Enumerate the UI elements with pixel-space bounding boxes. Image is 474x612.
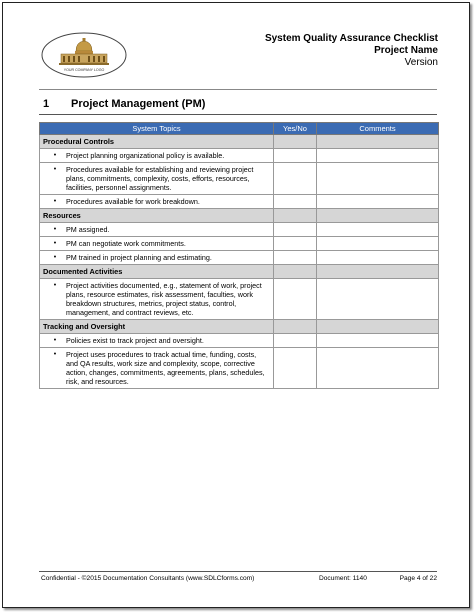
yes-no-cell[interactable] (274, 279, 317, 320)
category-blank (317, 320, 439, 334)
section-divider (39, 114, 437, 115)
footer-document-number: Document: 1140 (319, 575, 367, 582)
footer-divider (39, 571, 437, 572)
header-divider (39, 89, 437, 90)
category-row (40, 265, 439, 279)
document-page (2, 2, 470, 608)
comments-cell[interactable] (317, 237, 439, 251)
table-row (40, 251, 439, 265)
section-title: Project Management (PM) (71, 98, 206, 110)
yes-no-cell[interactable] (274, 163, 317, 195)
table-row (40, 149, 439, 163)
table-row (40, 237, 439, 251)
category-row (40, 135, 439, 149)
bullet-icon: • (53, 166, 57, 173)
bullet-icon: • (53, 254, 57, 261)
category-blank (317, 265, 439, 279)
bullet-icon: • (53, 226, 57, 233)
yes-no-cell[interactable] (274, 348, 317, 389)
topic-text: Policies exist to track project and oversight. (66, 336, 204, 345)
category-blank (317, 135, 439, 149)
project-name: Project Name (374, 45, 438, 56)
yes-no-cell[interactable] (274, 237, 317, 251)
yes-no-cell[interactable] (274, 334, 317, 348)
category-blank (274, 320, 317, 334)
topic-cell (40, 334, 274, 348)
topic-cell (40, 348, 274, 389)
section-number: 1 (43, 98, 50, 110)
bullet-icon: • (53, 152, 57, 159)
yes-no-cell[interactable] (274, 251, 317, 265)
bullet-icon: • (53, 198, 57, 205)
category-row (40, 209, 439, 223)
comments-cell[interactable] (317, 279, 439, 320)
topic-text: Project planning organizational policy is available. (66, 151, 225, 160)
category-row (40, 320, 439, 334)
topic-cell (40, 223, 274, 237)
bullet-icon: • (53, 282, 57, 289)
comments-cell[interactable] (317, 163, 439, 195)
table-row (40, 348, 439, 389)
category-blank (274, 209, 317, 223)
topic-text: Project uses procedures to track actual time, funding, costs, and QA results, work size and complexity, scope, corrective action, changes, commitments, agreements, plans, schedules, risk, and resources. (66, 350, 265, 386)
comments-cell[interactable] (317, 149, 439, 163)
column-header-yes-no: Yes/No (274, 123, 317, 135)
category-resources: Resources (40, 209, 274, 223)
category-blank (274, 135, 317, 149)
category-documented-activities: Documented Activities (40, 265, 274, 279)
table-header-row (40, 123, 439, 135)
comments-cell[interactable] (317, 251, 439, 265)
comments-cell[interactable] (317, 334, 439, 348)
topic-cell (40, 163, 274, 195)
document-title: System Quality Assurance Checklist (264, 33, 438, 44)
category-tracking-oversight: Tracking and Oversight (40, 320, 274, 334)
table-row (40, 334, 439, 348)
topic-cell (40, 279, 274, 320)
capitol-building-icon (41, 32, 127, 78)
column-header-comments: Comments (317, 123, 439, 135)
comments-cell[interactable] (317, 195, 439, 209)
table-row (40, 163, 439, 195)
column-header-topics: System Topics (40, 123, 274, 135)
topic-cell (40, 251, 274, 265)
table-row (40, 279, 439, 320)
topic-text: PM trained in project planning and estimating. (66, 253, 212, 262)
yes-no-cell[interactable] (274, 223, 317, 237)
topic-text: PM assigned. (66, 225, 110, 234)
version-label: Version (404, 57, 438, 68)
topic-text: PM can negotiate work commitments. (66, 239, 186, 248)
category-blank (274, 265, 317, 279)
topic-text: Procedures available for work breakdown. (66, 197, 200, 206)
table-row (40, 223, 439, 237)
yes-no-cell[interactable] (274, 195, 317, 209)
topic-text: Procedures available for establishing and reviewing project plans, commitments, complexity, costs, efforts, resources, facilities, personnel assignments. (66, 165, 254, 192)
bullet-icon: • (53, 240, 57, 247)
checklist-table (39, 122, 439, 389)
document-header (265, 33, 438, 69)
comments-cell[interactable] (317, 348, 439, 389)
page-footer (41, 575, 437, 582)
comments-cell[interactable] (317, 223, 439, 237)
footer-confidential: Confidential - ©2015 Documentation Consultants (www.SDLCforms.com) (41, 575, 255, 582)
yes-no-cell[interactable] (274, 149, 317, 163)
category-procedural-controls: Procedural Controls (40, 135, 274, 149)
category-blank (317, 209, 439, 223)
topic-cell (40, 237, 274, 251)
topic-text: Project activities documented, e.g., statement of work, project plans, resource estimates, risk assessment, faculties, work breakdown structures, metrics, project status, control, management, and contract reviews, etc. (66, 281, 262, 317)
bullet-icon: • (53, 351, 57, 358)
section-heading (43, 98, 205, 110)
svg-text:YOUR COMPANY LOGO: YOUR COMPANY LOGO (63, 68, 105, 72)
bullet-icon: • (53, 337, 57, 344)
table-row (40, 195, 439, 209)
footer-page-number: Page 4 of 22 (399, 575, 437, 582)
topic-cell (40, 195, 274, 209)
company-logo (41, 32, 127, 78)
topic-cell (40, 149, 274, 163)
